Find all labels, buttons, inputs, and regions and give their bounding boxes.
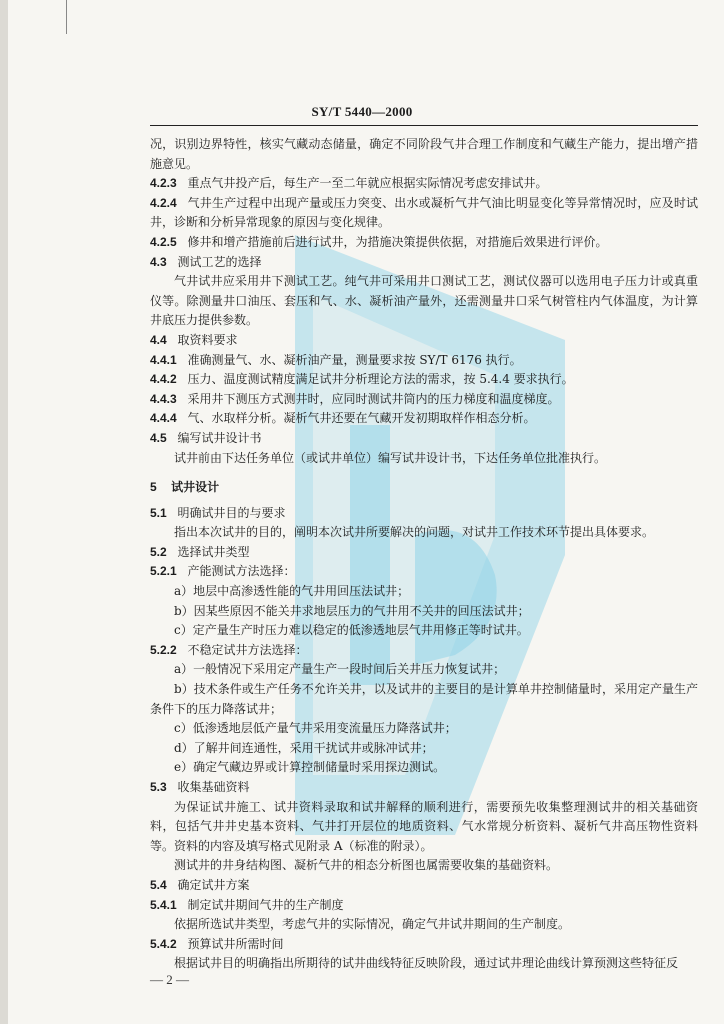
page-number: — 2 — (150, 972, 189, 987)
clause (150, 543, 698, 563)
clause-text: c）低渗透地层低产量气井采用变流量压力降落试井； (174, 721, 457, 736)
clause-number: 4.4 (150, 332, 167, 347)
clause (150, 935, 698, 955)
clause-number: 4.2.3 (150, 176, 177, 191)
clause-number: 5.2.1 (150, 564, 177, 579)
clause-text: 明确试井目的与要求 (177, 505, 286, 520)
clause-text: 产能测试方法选择： (187, 564, 296, 579)
clause-number: 4.2.5 (150, 234, 177, 249)
clause (150, 233, 698, 253)
list-item (150, 739, 698, 759)
clause-text: b）技术条件或生产任务不允许关井，以及试井的主要目的是计算单井控制储量时，采用定产量生产条件下的压力降落试井； (150, 682, 698, 716)
header-rule (150, 125, 698, 126)
clause (150, 562, 698, 582)
clause-number: 5 (150, 480, 157, 495)
clause-text: a）地层中高渗透性能的气井用回压法试井； (174, 584, 410, 599)
scan-edge (0, 0, 8, 1024)
clause-text: 准确测量气、水、凝析油产量，测量要求按 SY/T 6176 执行。 (187, 352, 522, 367)
clause-number: 5.1 (150, 505, 167, 520)
body-paragraph (150, 954, 698, 974)
document-code: SY/T 5440—2000 (311, 104, 413, 119)
chapter-heading (150, 478, 698, 498)
clause-number: 5.4 (150, 877, 167, 892)
clause-number: 4.3 (150, 254, 167, 269)
clause-text: 制定试井期间气井的生产制度 (187, 897, 344, 912)
clause (150, 351, 698, 371)
clause-text: d）了解井间连通性，采用干扰试井或脉冲试井； (174, 740, 434, 755)
clause (150, 331, 698, 351)
clause-text: b）因某些原因不能关井求地层压力的气井用不关井的回压法试井； (174, 603, 530, 618)
clause-text: 不稳定试井方法选择： (187, 642, 308, 657)
clause-text: 指出本次试井的目的，阐明本次试井所要解决的问题，对试井工作技术环节提出具体要求。 (174, 525, 655, 540)
clause (150, 390, 698, 410)
body-paragraph (150, 449, 698, 469)
clause-number: 5.2 (150, 544, 167, 559)
clause (150, 253, 698, 273)
clause-text: c）定产量生产时压力难以稳定的低渗透地层气井用修正等时试井。 (174, 623, 529, 638)
body-paragraph (150, 523, 698, 543)
list-item (150, 621, 698, 641)
clause-number: 5.3 (150, 780, 167, 794)
continued-paragraph (150, 135, 698, 174)
clause-text: 为保证试井施工、试井资料录取和试井解释的顺利进行，需要预先收集整理测试井的相关基础资料，包括气井井史基本资料、气井打开层位的地质资料、气水常规分析资料、凝析气井高压物性资料等。资料的内容及填写格式见附录 A（标准的附录）。 (150, 799, 698, 853)
list-item (150, 719, 698, 739)
clause-text: 况，识别边界特性，核实气藏动态储量，确定不同阶段气井合理工作制度和气藏生产能力，提出增产措施意见。 (150, 137, 698, 171)
clause (150, 429, 698, 449)
body-paragraph (150, 272, 698, 331)
clause-text: 预算试井所需时间 (187, 936, 284, 951)
clause-number: 4.2.4 (150, 195, 177, 210)
clause-text: 确定试井方案 (177, 877, 250, 892)
clause-text: 气井生产过程中出现产量或压力突变、出水或凝析气井气油比明显变化等异常情况时，应及时试井，诊断和分析异常现象的原因与变化规律。 (150, 195, 698, 230)
clause-text: 依据所选试井类型，考虑气井的实际情况，确定气井试井期间的生产制度。 (174, 917, 571, 932)
clause-number: 5.4.1 (150, 897, 177, 912)
clause-text: 测试井的井身结构图、凝析气井的相态分析图也属需要收集的基础资料。 (174, 858, 559, 873)
clause-text: e）确定气藏边界或计算控制储量时采用探边测试。 (174, 760, 446, 775)
clause-text: 选择试井类型 (177, 544, 250, 559)
clause-text: 重点气井投产后，每生产一至二年就应根据实际情况考虑安排试井。 (187, 176, 548, 191)
clause-text: 取资料要求 (177, 332, 238, 347)
clause-text: 收集基础资料 (177, 780, 250, 794)
clause-text: a）一般情况下采用定产量生产一段时间后关井压力恢复试井； (174, 662, 506, 677)
clause-text: 气、水取样分析。凝析气井还要在气藏开发初期取样作相态分析。 (187, 411, 536, 426)
clause (150, 504, 698, 524)
clause-number: 4.5 (150, 430, 167, 445)
clause (150, 896, 698, 916)
clause-number: 4.4.4 (150, 411, 177, 426)
clause-text: 压力、温度测试精度满足试井分析理论方法的需求，按 5.4.4 要求执行。 (187, 372, 574, 387)
clause-text: 测试工艺的选择 (177, 254, 262, 269)
clause (150, 174, 698, 194)
clause-number: 4.4.2 (150, 372, 177, 387)
clause-text: 采用井下测压方式测井时，应同时测试井筒内的压力梯度和温度梯度。 (187, 391, 560, 406)
clause-text: 试井前由下达任务单位（或试井单位）编写试井设计书，下达任务单位批准执行。 (174, 450, 607, 465)
body-paragraph (150, 856, 698, 876)
scan-mark (66, 0, 67, 34)
clause-text: 编写试井设计书 (177, 430, 262, 445)
clause-number: 5.4.2 (150, 936, 177, 951)
list-item (150, 582, 698, 602)
list-item (150, 680, 698, 719)
clause-number: 4.4.1 (150, 352, 177, 367)
body-paragraph (150, 798, 698, 857)
clause-text: 气井试井应采用井下测试工艺。纯气井可采用井口测试工艺，测试仪器可以选用电子压力计或真重仪等。除测量井口油压、套压和气、水、凝析油产量外，还需测量井口采气树管柱内气体温度，为计算井底压力提供参数。 (150, 274, 698, 328)
clause-text: 根据试井目的明确指出所期待的试井曲线特征反映阶段，通过试井理论曲线计算预测这些特征反 (174, 956, 679, 971)
list-item (150, 758, 698, 778)
list-item (150, 660, 698, 680)
clause-number: 5.2.2 (150, 642, 177, 657)
clause-number: 4.4.3 (150, 391, 177, 406)
clause (150, 409, 698, 429)
clause-text: 修井和增产措施前后进行试井，为措施决策提供依据，对措施后效果进行评价。 (187, 234, 608, 249)
clause (150, 641, 698, 661)
list-item (150, 602, 698, 622)
clause-text: 试井设计 (171, 480, 220, 495)
clause (150, 778, 698, 798)
clause (150, 876, 698, 896)
document-body (150, 135, 698, 974)
body-paragraph (150, 915, 698, 935)
clause (150, 194, 698, 233)
clause (150, 370, 698, 390)
